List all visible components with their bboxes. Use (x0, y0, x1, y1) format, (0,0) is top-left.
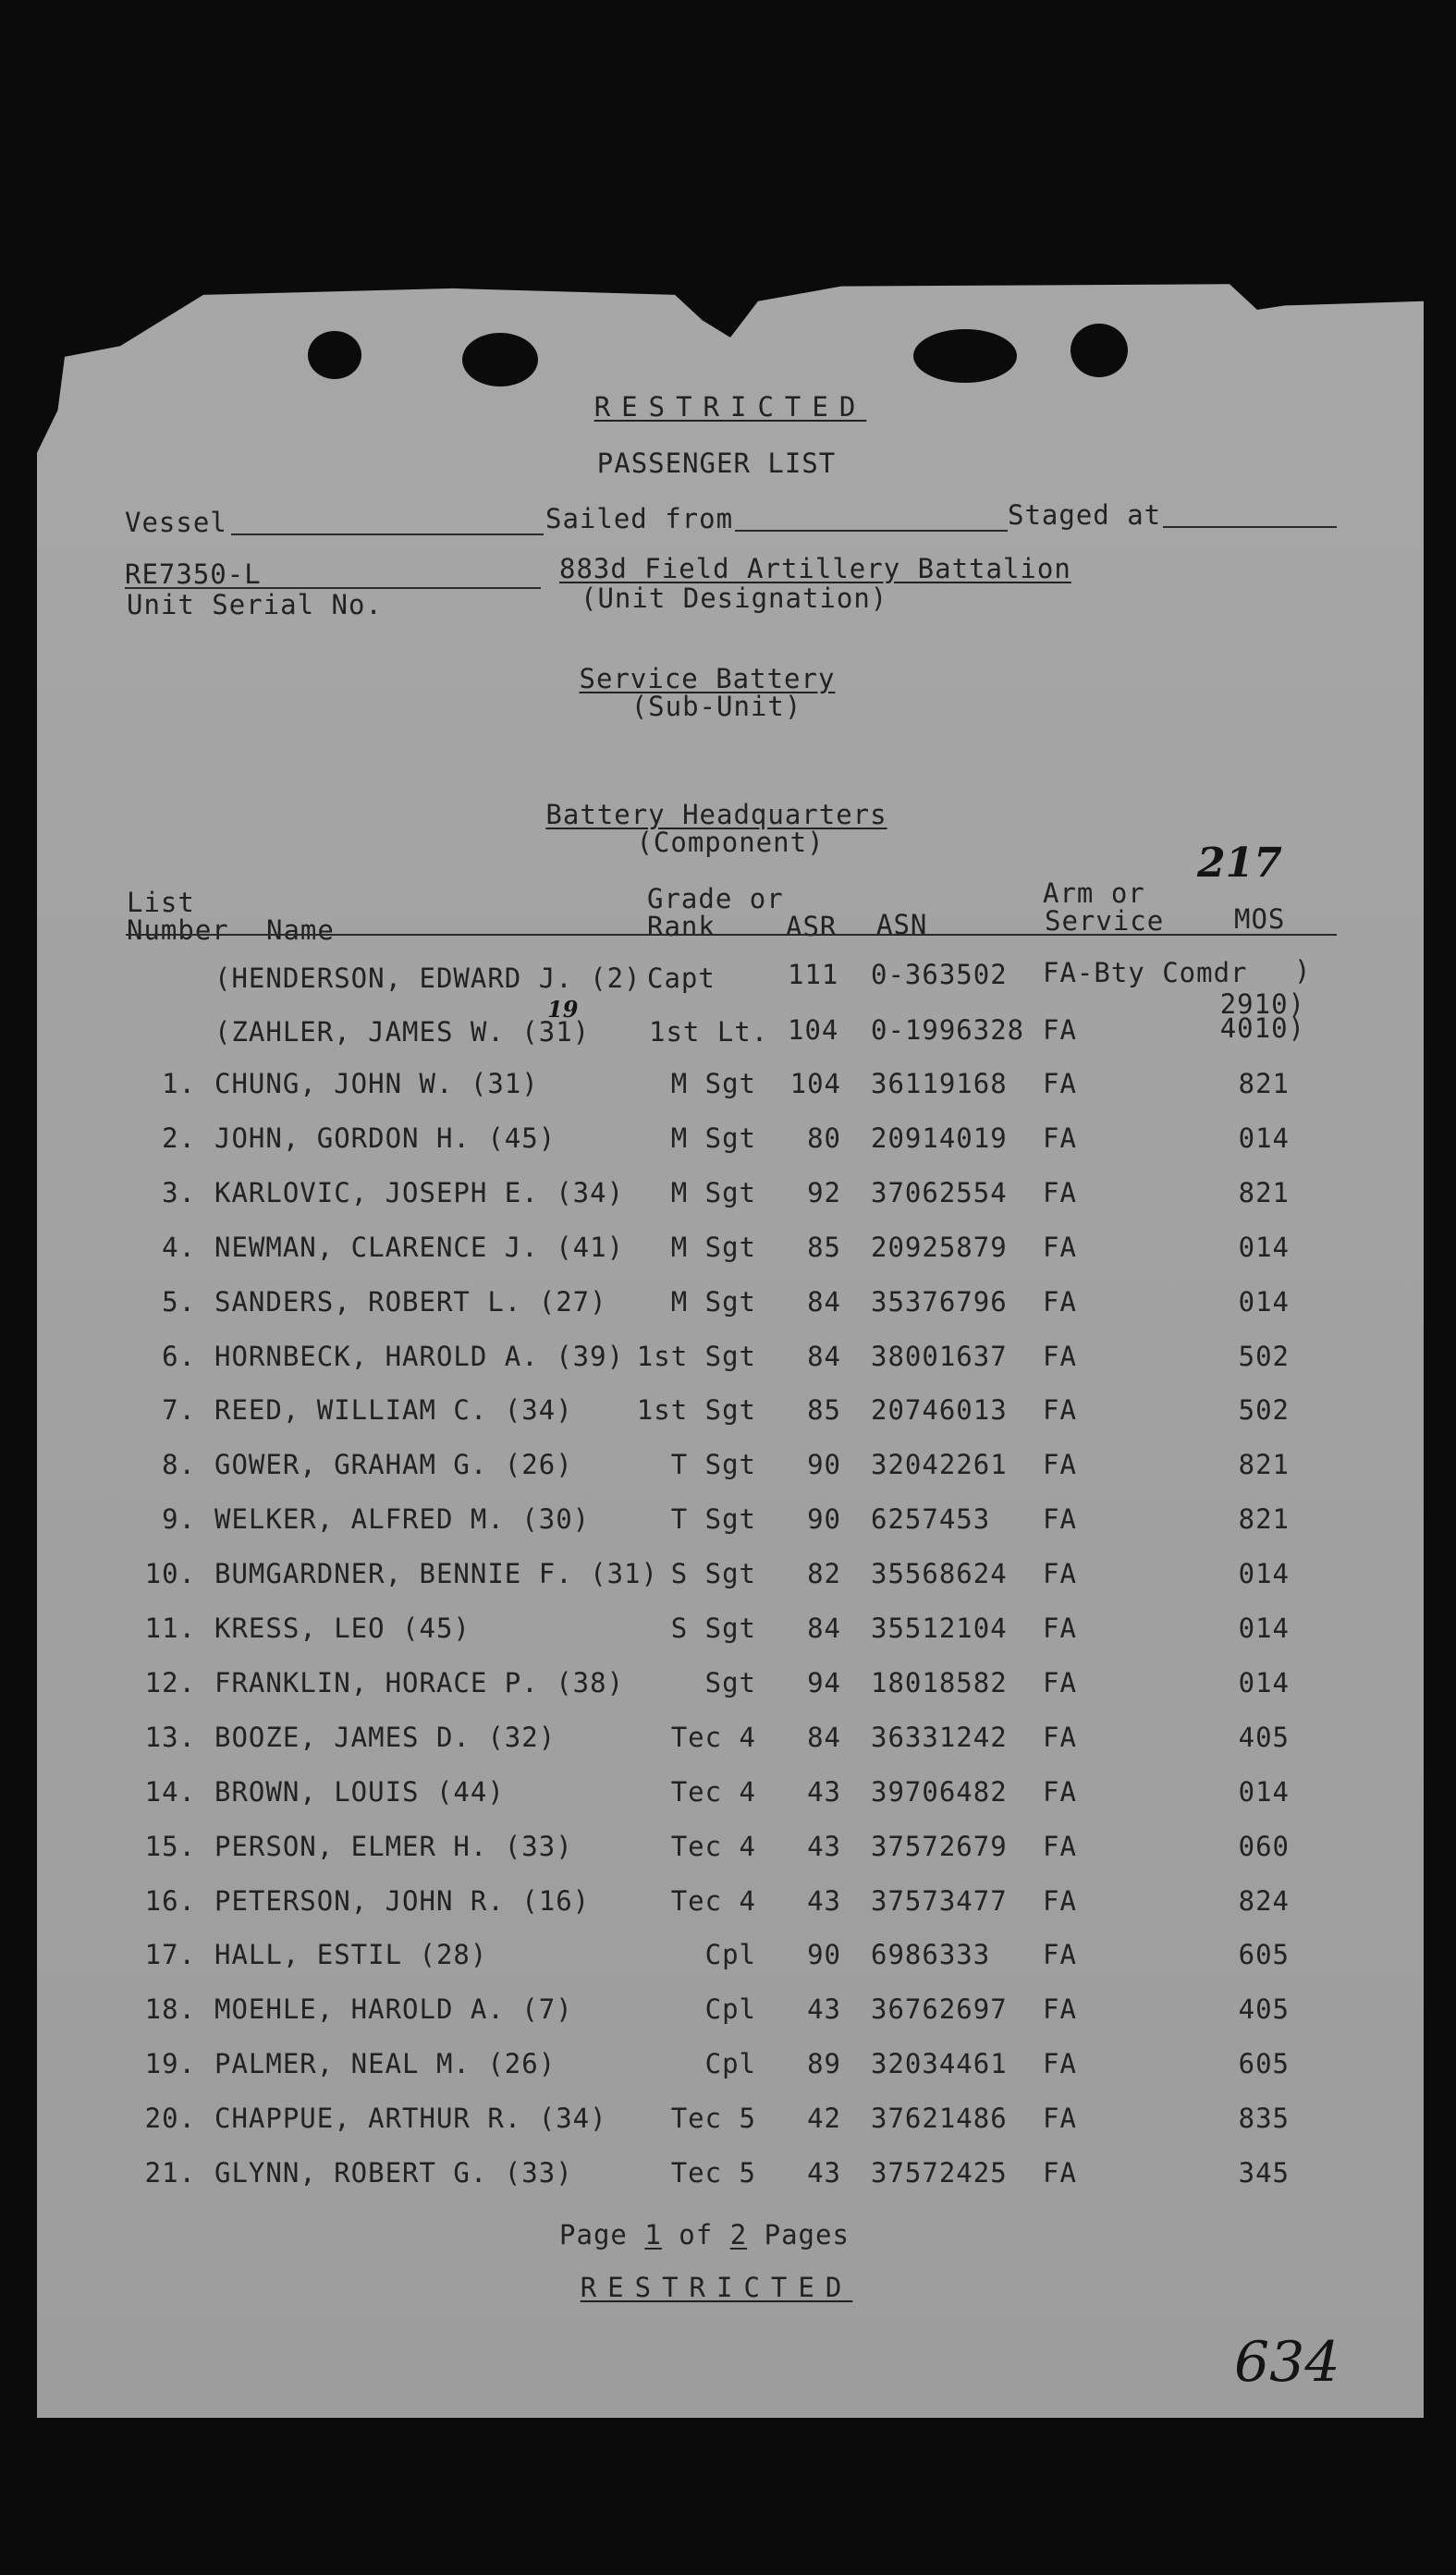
grade-rank: M Sgt (670, 1177, 756, 1208)
mos-code: 405 (1238, 1993, 1290, 2025)
list-number: 21. (144, 2157, 196, 2189)
page-total: 2 (729, 2219, 748, 2250)
unit-serial-label: Unit Serial No. (127, 589, 383, 620)
grade-rank: Sgt (704, 1667, 756, 1698)
army-serial-number: 38001637 (871, 1341, 1008, 1372)
officer-mos-secondary: 4010) (1219, 1012, 1305, 1044)
mos-code: 821 (1238, 1503, 1290, 1535)
grade-rank: Tec 4 (670, 1722, 756, 1753)
sailed-from-blank (735, 530, 1008, 532)
grade-rank: M Sgt (670, 1232, 756, 1263)
list-number: 7. (162, 1394, 196, 1426)
army-serial-number: 20925879 (871, 1232, 1008, 1263)
asr-score: 43 (807, 1831, 841, 1862)
mos-code: 605 (1238, 1939, 1290, 1970)
army-serial-number: 32042261 (871, 1449, 1008, 1480)
army-serial-number: 6257453 (871, 1503, 991, 1535)
mos-code: 014 (1238, 1776, 1290, 1808)
grade-rank: T Sgt (670, 1503, 756, 1535)
passenger-name: CHAPPUE, ARTHUR R. (34) (214, 2103, 607, 2134)
list-number: 3. (162, 1177, 196, 1208)
col-name: Name (266, 914, 335, 946)
punch-hole (913, 329, 1017, 383)
officer-arm: FA (1043, 1014, 1077, 1046)
passenger-name: PERSON, ELMER H. (33) (214, 1831, 573, 1862)
arm-service: FA (1043, 1993, 1077, 2025)
mos-code: 014 (1238, 1122, 1290, 1154)
mos-code: 014 (1238, 1558, 1290, 1589)
asr-score: 42 (807, 2103, 841, 2134)
punch-hole (308, 331, 361, 379)
arm-service: FA (1043, 1177, 1077, 1208)
asr-score: 84 (807, 1286, 841, 1318)
passenger-name: CHUNG, JOHN W. (31) (214, 1068, 539, 1099)
passenger-name: BROWN, LOUIS (44) (214, 1776, 505, 1808)
passenger-name: KARLOVIC, JOSEPH E. (34) (214, 1177, 625, 1208)
grade-rank: 1st Sgt (636, 1341, 756, 1372)
officer-rank: 1st Lt. (649, 1016, 769, 1048)
list-number: 10. (144, 1558, 196, 1589)
list-number: 14. (144, 1776, 196, 1808)
col-list-top: List (127, 887, 195, 918)
asr-score: 43 (807, 1885, 841, 1917)
vessel-label: Vessel (125, 507, 227, 538)
passenger-name: HORNBECK, HAROLD A. (39) (214, 1341, 625, 1372)
arm-service: FA (1043, 1667, 1077, 1698)
army-serial-number: 35376796 (871, 1286, 1008, 1318)
list-number: 5. (162, 1286, 196, 1318)
grade-rank: Tec 5 (670, 2157, 756, 2189)
passenger-name: HALL, ESTIL (28) (214, 1939, 488, 1970)
arm-service: FA (1043, 2048, 1077, 2079)
punch-hole (462, 333, 538, 386)
col-grade-bottom: Rank (647, 911, 716, 942)
arm-service: FA (1043, 1776, 1077, 1808)
passenger-name: JOHN, GORDON H. (45) (214, 1122, 557, 1154)
asr-score: 85 (807, 1232, 841, 1263)
arm-service: FA (1043, 1939, 1077, 1970)
army-serial-number: 37573477 (871, 1885, 1008, 1917)
handwritten-count: 217 (1197, 840, 1282, 887)
mos-code: 014 (1238, 1232, 1290, 1263)
passenger-name: BUMGARDNER, BENNIE F. (31) (214, 1558, 658, 1589)
list-number: 11. (144, 1612, 196, 1644)
passenger-name: SANDERS, ROBERT L. (27) (214, 1286, 607, 1318)
mos-code: 605 (1238, 2048, 1290, 2079)
component-value: Battery Headquarters (545, 799, 887, 830)
list-number: 6. (162, 1341, 196, 1372)
officer-mos: ) (1294, 955, 1312, 987)
asr-score: 94 (807, 1667, 841, 1698)
army-serial-number: 36331242 (871, 1722, 1008, 1753)
army-serial-number: 36762697 (871, 1993, 1008, 2025)
asr-score: 90 (807, 1503, 841, 1535)
col-grade-top: Grade or (647, 883, 784, 914)
passenger-name: MOEHLE, HAROLD A. (7) (214, 1993, 573, 2025)
asr-score: 43 (807, 2157, 841, 2189)
arm-service: FA (1043, 1558, 1077, 1589)
page-number: 1 (644, 2219, 662, 2250)
arm-service: FA (1043, 1503, 1077, 1535)
grade-rank: M Sgt (670, 1122, 756, 1154)
list-number: 1. (162, 1068, 196, 1099)
passenger-name: FRANKLIN, HORACE P. (38) (214, 1667, 625, 1698)
passenger-name: PETERSON, JOHN R. (16) (214, 1885, 591, 1917)
grade-rank: Tec 4 (670, 1831, 756, 1862)
passenger-name: PALMER, NEAL M. (26) (214, 2048, 557, 2079)
arm-service: FA (1043, 1722, 1077, 1753)
army-serial-number: 37572679 (871, 1831, 1008, 1862)
mos-code: 060 (1238, 1831, 1290, 1862)
list-number: 16. (144, 1885, 196, 1917)
grade-rank: S Sgt (670, 1612, 756, 1644)
asr-score: 43 (807, 1776, 841, 1808)
mos-code: 502 (1238, 1341, 1290, 1372)
asr-score: 90 (807, 1939, 841, 1970)
restricted-top: RESTRICTED (593, 391, 867, 423)
officer-asn: 0-363502 (871, 959, 1008, 990)
officer-arm: FA-Bty Comdr (1043, 957, 1248, 988)
unit-serial-value: RE7350-L (125, 558, 262, 590)
arm-service: FA (1043, 1122, 1077, 1154)
arm-service: FA (1043, 1286, 1077, 1318)
grade-rank: M Sgt (670, 1286, 756, 1318)
army-serial-number: 35568624 (871, 1558, 1008, 1589)
col-arm-bottom: Service (1045, 905, 1165, 937)
army-serial-number: 36119168 (871, 1068, 1008, 1099)
grade-rank: Tec 5 (670, 2103, 756, 2134)
col-list-bottom: Number (127, 914, 229, 946)
sub-unit-value: Service Battery (579, 663, 836, 694)
list-number: 12. (144, 1667, 196, 1698)
list-number: 15. (144, 1831, 196, 1862)
passenger-name: GOWER, GRAHAM G. (26) (214, 1449, 573, 1480)
vessel-blank (231, 533, 544, 535)
army-serial-number: 32034461 (871, 2048, 1008, 2079)
arm-service: FA (1043, 1449, 1077, 1480)
passenger-name: WELKER, ALFRED M. (30) (214, 1503, 591, 1535)
army-serial-number: 20914019 (871, 1122, 1008, 1154)
list-number: 17. (144, 1939, 196, 1970)
sailed-from-label: Sailed from (545, 503, 734, 534)
officer-rank: Capt (647, 963, 716, 994)
officer-mos: 2910) (1219, 988, 1305, 1020)
mos-code: 014 (1238, 1667, 1290, 1698)
list-number: 9. (162, 1503, 196, 1535)
grade-rank: S Sgt (670, 1558, 756, 1589)
unit-designation-value: 883d Field Artillery Battalion (559, 553, 1071, 584)
mos-code: 821 (1238, 1068, 1290, 1099)
mos-code: 405 (1238, 1722, 1290, 1753)
staged-at-label: Staged at (1008, 499, 1162, 531)
page-prefix: Page (559, 2219, 628, 2250)
passenger-name: KRESS, LEO (45) (214, 1612, 471, 1644)
list-number: 18. (144, 1993, 196, 2025)
passenger-name: GLYNN, ROBERT G. (33) (214, 2157, 573, 2189)
army-serial-number: 37572425 (871, 2157, 1008, 2189)
mos-code: 821 (1238, 1449, 1290, 1480)
grade-rank: Tec 4 (670, 1776, 756, 1808)
list-number: 19. (144, 2048, 196, 2079)
passenger-name: NEWMAN, CLARENCE J. (41) (214, 1232, 625, 1263)
passenger-name: BOOZE, JAMES D. (32) (214, 1722, 557, 1753)
col-asn: ASN (876, 909, 928, 940)
list-number: 2. (162, 1122, 196, 1154)
asr-score: 43 (807, 1993, 841, 2025)
grade-rank: Cpl (704, 2048, 756, 2079)
grade-rank: M Sgt (670, 1068, 756, 1099)
arm-service: FA (1043, 1394, 1077, 1426)
army-serial-number: 39706482 (871, 1776, 1008, 1808)
arm-service: FA (1043, 1341, 1077, 1372)
grade-rank: 1st Sgt (636, 1394, 756, 1426)
list-number: 4. (162, 1232, 196, 1263)
mos-code: 835 (1238, 2103, 1290, 2134)
mos-code: 821 (1238, 1177, 1290, 1208)
page-mid: of (679, 2219, 714, 2250)
arm-service: FA (1043, 2157, 1077, 2189)
mos-code: 014 (1238, 1612, 1290, 1644)
grade-rank: T Sgt (670, 1449, 756, 1480)
mos-code: 502 (1238, 1394, 1290, 1426)
asr-score: 84 (807, 1612, 841, 1644)
grade-rank: Cpl (704, 1993, 756, 2025)
mos-code: 014 (1238, 1286, 1290, 1318)
army-serial-number: 6986333 (871, 1939, 991, 1970)
officer-asr: 104 (788, 1014, 839, 1046)
passenger-name: REED, WILLIAM C. (34) (214, 1394, 573, 1426)
punch-hole (1071, 324, 1128, 377)
asr-score: 92 (807, 1177, 841, 1208)
officer-name: (ZAHLER, JAMES W. (31) (214, 1016, 591, 1048)
army-serial-number: 35512104 (871, 1612, 1008, 1644)
list-number: 8. (162, 1449, 196, 1480)
arm-service: FA (1043, 1612, 1077, 1644)
asr-score: 84 (807, 1722, 841, 1753)
unit-designation-label: (Unit Designation) (581, 582, 888, 614)
list-number: 13. (144, 1722, 196, 1753)
header-rule (126, 934, 1337, 936)
officer-annotation: 19 (547, 996, 579, 1023)
arm-service: FA (1043, 1885, 1077, 1917)
col-arm-top: Arm or (1043, 877, 1145, 909)
arm-service: FA (1043, 1232, 1077, 1263)
list-number: 20. (144, 2103, 196, 2134)
page-indicator (559, 2219, 850, 2250)
arm-service: FA (1043, 1068, 1077, 1099)
mos-code: 345 (1238, 2157, 1290, 2189)
grade-rank: Tec 4 (670, 1885, 756, 1917)
army-serial-number: 20746013 (871, 1394, 1008, 1426)
army-serial-number: 18018582 (871, 1667, 1008, 1698)
asr-score: 80 (807, 1122, 841, 1154)
staged-at-blank (1163, 526, 1337, 528)
arm-service: FA (1043, 1831, 1077, 1862)
page-suffix: Pages (764, 2219, 850, 2250)
asr-score: 104 (789, 1068, 841, 1099)
col-mos: MOS (1234, 903, 1286, 935)
army-serial-number: 37621486 (871, 2103, 1008, 2134)
officer-asn: 0-1996328 (871, 1014, 1025, 1046)
officer-name: (HENDERSON, EDWARD J. (2) (214, 963, 642, 994)
officer-asr: 111 (788, 959, 839, 990)
asr-score: 82 (807, 1558, 841, 1589)
component-label: (Component) (636, 827, 825, 858)
handwritten-page-number: 634 (1234, 2330, 1340, 2395)
asr-score: 89 (807, 2048, 841, 2079)
asr-score: 85 (807, 1394, 841, 1426)
asr-score: 84 (807, 1341, 841, 1372)
restricted-bottom: RESTRICTED (580, 2272, 853, 2303)
col-asr: ASR (786, 911, 838, 942)
document-title: PASSENGER LIST (596, 448, 837, 479)
sub-unit-label: (Sub-Unit) (630, 691, 802, 722)
asr-score: 90 (807, 1449, 841, 1480)
grade-rank: Cpl (704, 1939, 756, 1970)
mos-code: 824 (1238, 1885, 1290, 1917)
army-serial-number: 37062554 (871, 1177, 1008, 1208)
arm-service: FA (1043, 2103, 1077, 2134)
